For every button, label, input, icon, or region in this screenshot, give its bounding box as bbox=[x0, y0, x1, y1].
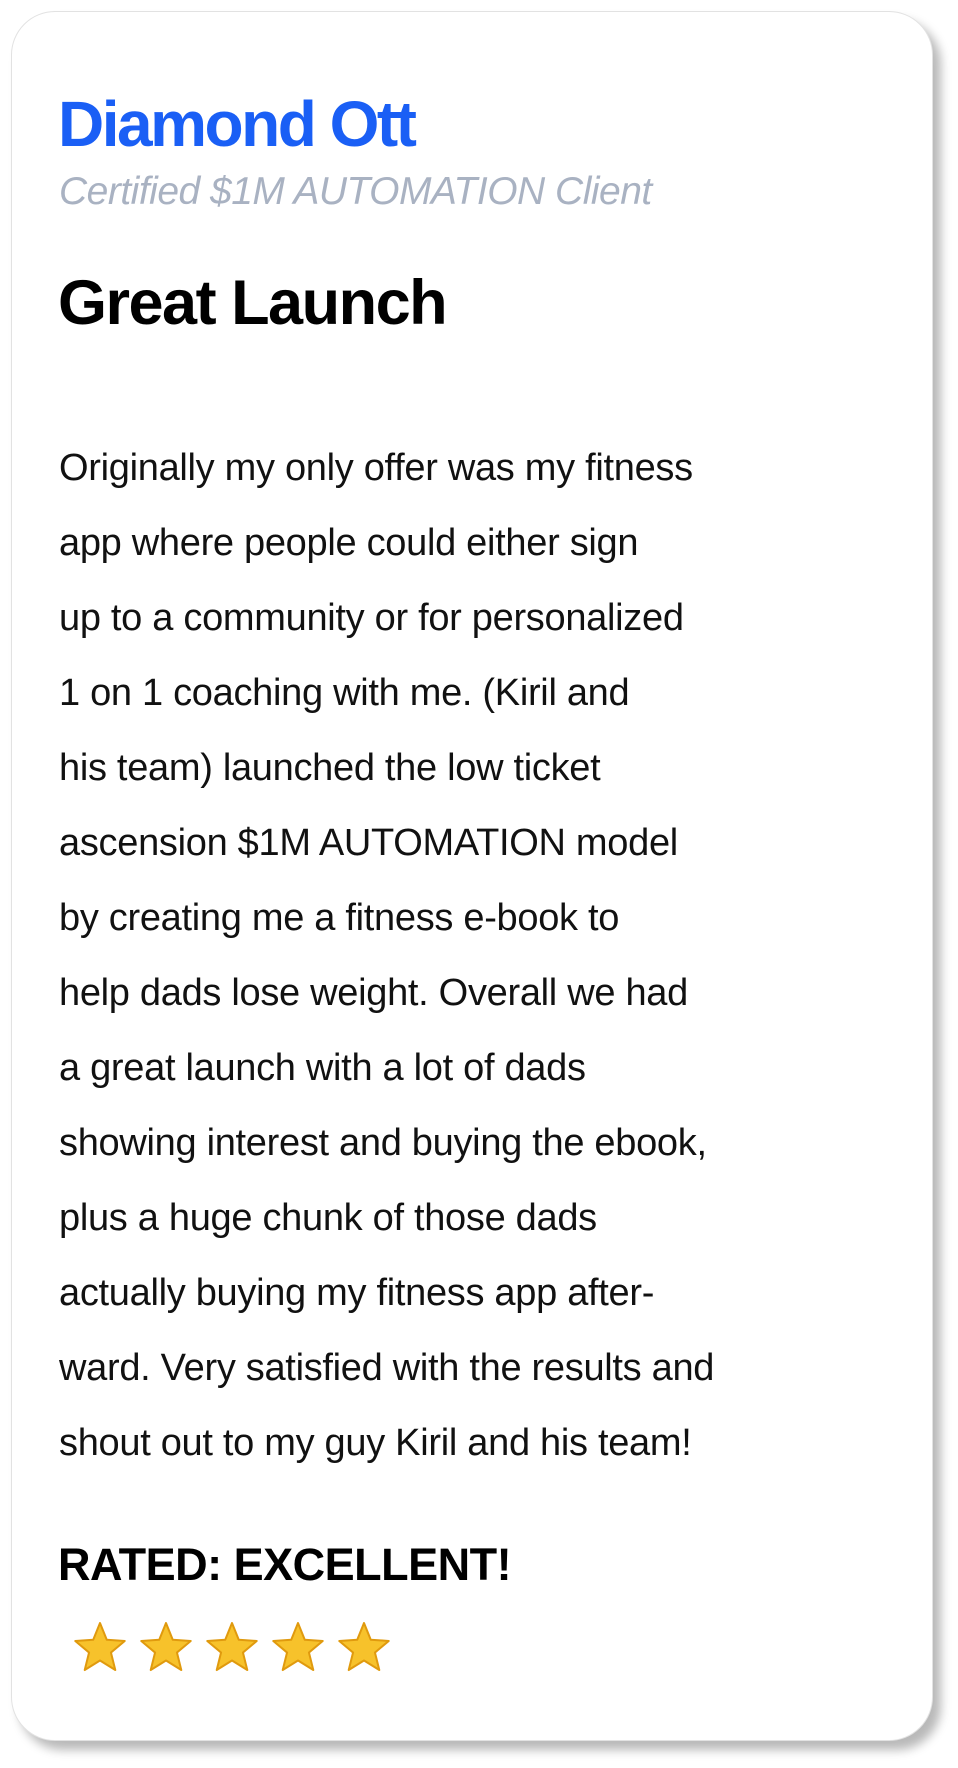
testimonial-body-line: 1 on 1 coaching with me. (Kiril and bbox=[59, 672, 630, 714]
testimonial-headline: Great Launch bbox=[58, 268, 447, 338]
testimonial-body-line: plus a huge chunk of those dads bbox=[59, 1197, 597, 1239]
testimonial-body-line: actually buying my fitness app after- bbox=[59, 1272, 655, 1314]
testimonial-body-line: showing interest and buying the ebook, bbox=[59, 1122, 707, 1164]
testimonial-card bbox=[11, 11, 933, 1741]
client-name: Diamond Ott bbox=[58, 88, 415, 160]
star-icon bbox=[72, 1619, 128, 1675]
testimonial-body bbox=[59, 431, 919, 1481]
testimonial-body-line: app where people could either sign bbox=[59, 522, 639, 564]
rating-label: RATED: EXCELLENT! bbox=[58, 1539, 512, 1590]
star-rating bbox=[72, 1619, 392, 1675]
star-icon bbox=[204, 1619, 260, 1675]
testimonial-body-line: shout out to my guy Kiril and his team! bbox=[59, 1422, 692, 1464]
testimonial-body-line: a great launch with a lot of dads bbox=[59, 1047, 586, 1089]
star-icon bbox=[138, 1619, 194, 1675]
testimonial-body-line: help dads lose weight. Overall we had bbox=[59, 972, 688, 1014]
testimonial-body-line: up to a community or for personalized bbox=[59, 597, 684, 639]
star-icon bbox=[270, 1619, 326, 1675]
testimonial-body-line: ward. Very satisfied with the results and bbox=[59, 1347, 715, 1389]
star-icon bbox=[336, 1619, 392, 1675]
testimonial-body-line: his team) launched the low ticket bbox=[59, 747, 601, 789]
testimonial-body-line: by creating me a fitness e-book to bbox=[59, 897, 620, 939]
client-subtitle: Certified $1M AUTOMATION Client bbox=[59, 170, 652, 213]
testimonial-body-line: Originally my only offer was my fitness bbox=[59, 447, 693, 489]
testimonial-body-line: ascension $1M AUTOMATION model bbox=[59, 822, 678, 864]
